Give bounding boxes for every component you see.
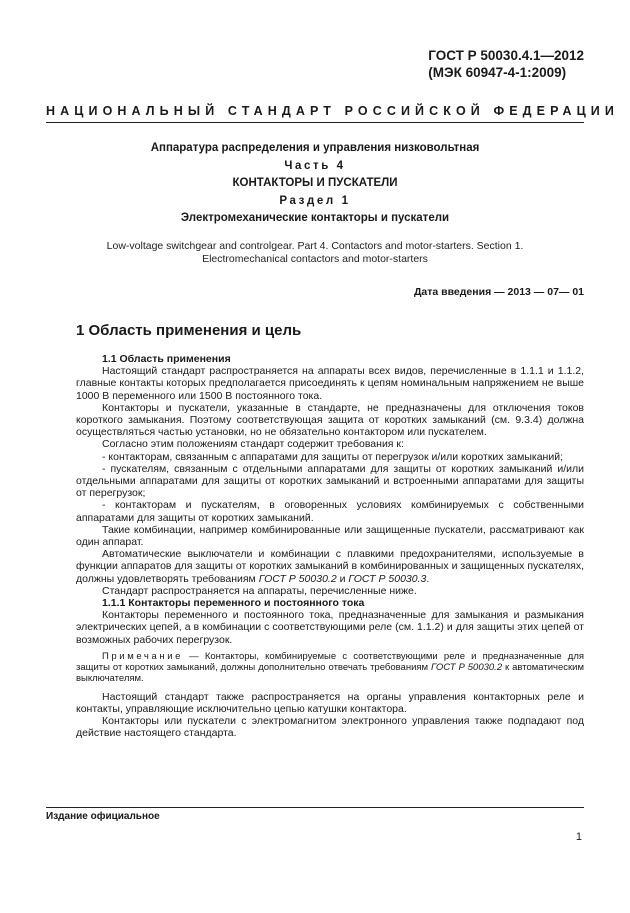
page-number: 1 (575, 831, 582, 843)
paragraph-text: . (426, 572, 430, 585)
note-text: Контакторы, комбинируемые с соответствующими реле и предназначенные для защиты от коротких замыканий, должны дополнительно отвечать требованиям (76, 650, 585, 674)
list-item: - пускателям, связанным с отдельными аппаратами для защиты от коротких замыканий и/или отдельными аппаратами для защиты от коротких замыканий и встроенными аппаратами для защиты от перегрузок; (76, 462, 584, 500)
section-heading: 1 Область применения и цель (76, 322, 302, 339)
paragraph: Контакторы и пускатели, указанные в стандарте, не предназначены для отключения токов короткого замыкания. Поэтому соответствующая защита от коротких замыканий (см. 9.3.4) должна осуществляться частью установки, но не обязательно контактором или пускателем. (76, 401, 584, 439)
standard-reference: ГОСТ Р 50030.2 (430, 662, 503, 674)
paragraph: Контакторы переменного и постоянного тока, предназначенные для замыкания и размыкания электрических цепей, а в комбинации с соответствующими реле (см. 1.1.2) и для защиты этих цепей от возможных рабочих перегрузок. (76, 609, 584, 646)
title-section-name: Электромеханические контакторы и пускатели (180, 212, 450, 224)
english-title (46, 240, 584, 266)
paragraph: Согласно этим положениям стандарт содержит требования к: (102, 438, 404, 451)
introduction-date: Дата введения — 2013 — 07— 01 (413, 286, 584, 298)
paragraph (76, 548, 584, 585)
title-subject: КОНТАКТОРЫ И ПУСКАТЕЛИ (232, 177, 398, 189)
header-divider (46, 122, 584, 123)
title-section: Раздел 1 (279, 194, 351, 207)
list-item: - контакторам, связанным с аппаратами для защиты от перегрузок и/или коротких замыканий; (102, 450, 563, 463)
official-edition-label: Издание официальное (46, 811, 160, 822)
standard-code (428, 47, 584, 81)
standard-reference: ГОСТ Р 50030.3 (348, 572, 427, 585)
english-title-line2: Electromechanical contactors and motor-starters (202, 252, 428, 265)
list-item: - контакторам и пускателям, в оговоренных условиях комбинируемых с собственными аппаратами для защиты от коротких замыканий. (76, 499, 584, 524)
note-text: к автоматическим выключателям. (76, 662, 585, 685)
note (76, 651, 584, 685)
paragraph: Такие комбинации, например комбинированные или защищенные пускатели, рассматривают как один аппарат. (76, 523, 584, 549)
paragraph: Настоящий стандарт распространяется на аппараты всех видов, перечисленные в 1.1.1 и 1.1.2, главные контакты которых предполагается присоединять к цепям номинальным напряжением не выше 1000 В переменного или 1500 В постоянного тока. (76, 365, 584, 402)
title-block (46, 140, 584, 266)
note-dash: — (183, 650, 205, 662)
paragraph-text: Автоматические выключатели и комбинации с плавкими предохранителями, используемые в функции аппаратов для защиты от коротких замыканий в комбинированных и защищенных пускателях, должны удовлетворять требованиям (76, 548, 584, 585)
paragraph: Контакторы или пускатели с электромагнитом электронного управления также подпадают под действие настоящего стандарта. (76, 715, 584, 740)
english-title-line1: Low-voltage switchgear and controlgear. Part 4. Contactors and motor-starters. Section 1. (106, 239, 524, 252)
subsection-heading: 1.1 Область применения (102, 353, 231, 365)
paragraph-text: и (336, 572, 349, 585)
title-line: Аппаратура распределения и управления низковольтная (150, 142, 480, 154)
title-part: Часть 4 (284, 159, 346, 172)
subsection-heading: 1.1.1 Контакторы переменного и постоянного тока (102, 597, 365, 610)
standard-code-gost: ГОСТ Р 50030.4.1—2012 (428, 48, 584, 63)
note-label: Примечание (102, 650, 183, 662)
paragraph: Стандарт распространяется на аппараты, перечисленные ниже. (102, 584, 417, 597)
standard-reference: ГОСТ Р 50030.2 (258, 572, 337, 585)
national-standard-banner: НАЦИОНАЛЬНЫЙ СТАНДАРТ РОССИЙСКОЙ ФЕДЕРАЦИИ (46, 104, 619, 118)
paragraph: Настоящий стандарт также распространяется на органы управления контакторных реле и контакты, управляющие исключительно цепью катушки контактора. (76, 690, 584, 715)
body-text (76, 353, 584, 740)
standard-code-iec: (МЭК 60947-4-1:2009) (428, 65, 567, 80)
footer-divider (46, 807, 584, 808)
